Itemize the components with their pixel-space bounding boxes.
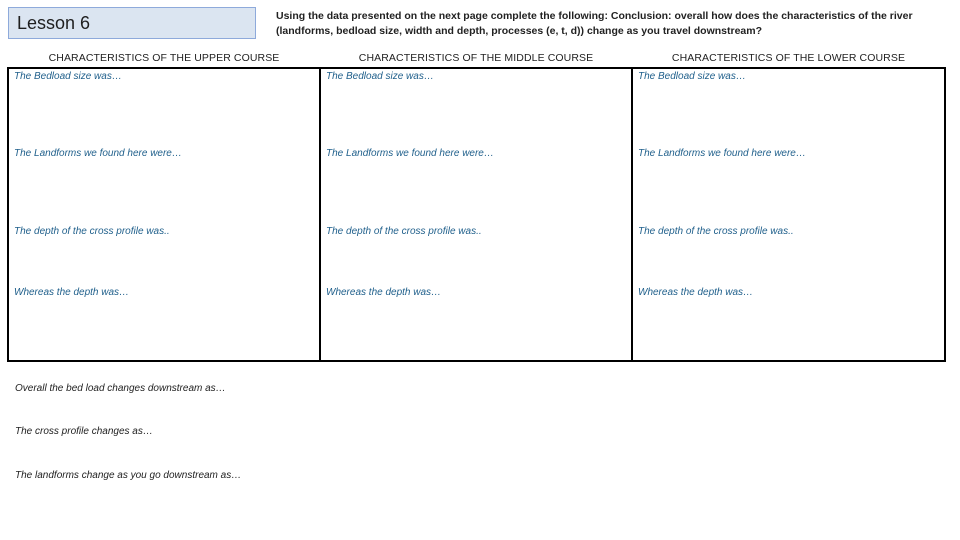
upper-course-header: CHARACTERISTICS OF THE UPPER COURSE [48,52,280,64]
depth-prompt: Whereas the depth was… [326,287,442,298]
upper-course-column [7,49,321,362]
landforms-conclusion-prompt: The landforms change as you go downstream as… [15,470,242,481]
cross-profile-conclusion-prompt: The cross profile changes as… [15,426,153,437]
middle-course-column [319,49,633,362]
bedload-prompt: The Bedload size was… [14,71,122,82]
cross-profile-prompt: The depth of the cross profile was.. [326,226,482,237]
cross-profile-prompt: The depth of the cross profile was.. [638,226,794,237]
cross-profile-prompt: The depth of the cross profile was.. [14,226,170,237]
upper-course-cell[interactable] [7,67,321,362]
depth-prompt: Whereas the depth was… [14,287,130,298]
depth-prompt: Whereas the depth was… [638,287,754,298]
lower-course-cell[interactable] [631,67,946,362]
bedload-prompt: The Bedload size was… [326,71,434,82]
landforms-prompt: The Landforms we found here were… [638,148,806,159]
instructions-text: Using the data presented on the next page complete the following: Conclusion: overall how does the characteristics of the river (landforms, bedload size, width and depth, processes (e, t, d)) change as you travel downstream? [276,10,913,37]
middle-course-header: CHARACTERISTICS OF THE MIDDLE COURSE [358,52,594,64]
bedload-prompt: The Bedload size was… [638,71,746,82]
lower-course-column [631,49,946,362]
lesson-title: Lesson 6 [8,7,256,39]
lower-course-header: CHARACTERISTICS OF THE LOWER COURSE [671,52,906,64]
middle-course-cell[interactable] [319,67,633,362]
course-characteristics-table [7,49,946,362]
landforms-prompt: The Landforms we found here were… [326,148,494,159]
bedload-conclusion-prompt: Overall the bed load changes downstream as… [15,383,226,394]
landforms-prompt: The Landforms we found here were… [14,148,182,159]
